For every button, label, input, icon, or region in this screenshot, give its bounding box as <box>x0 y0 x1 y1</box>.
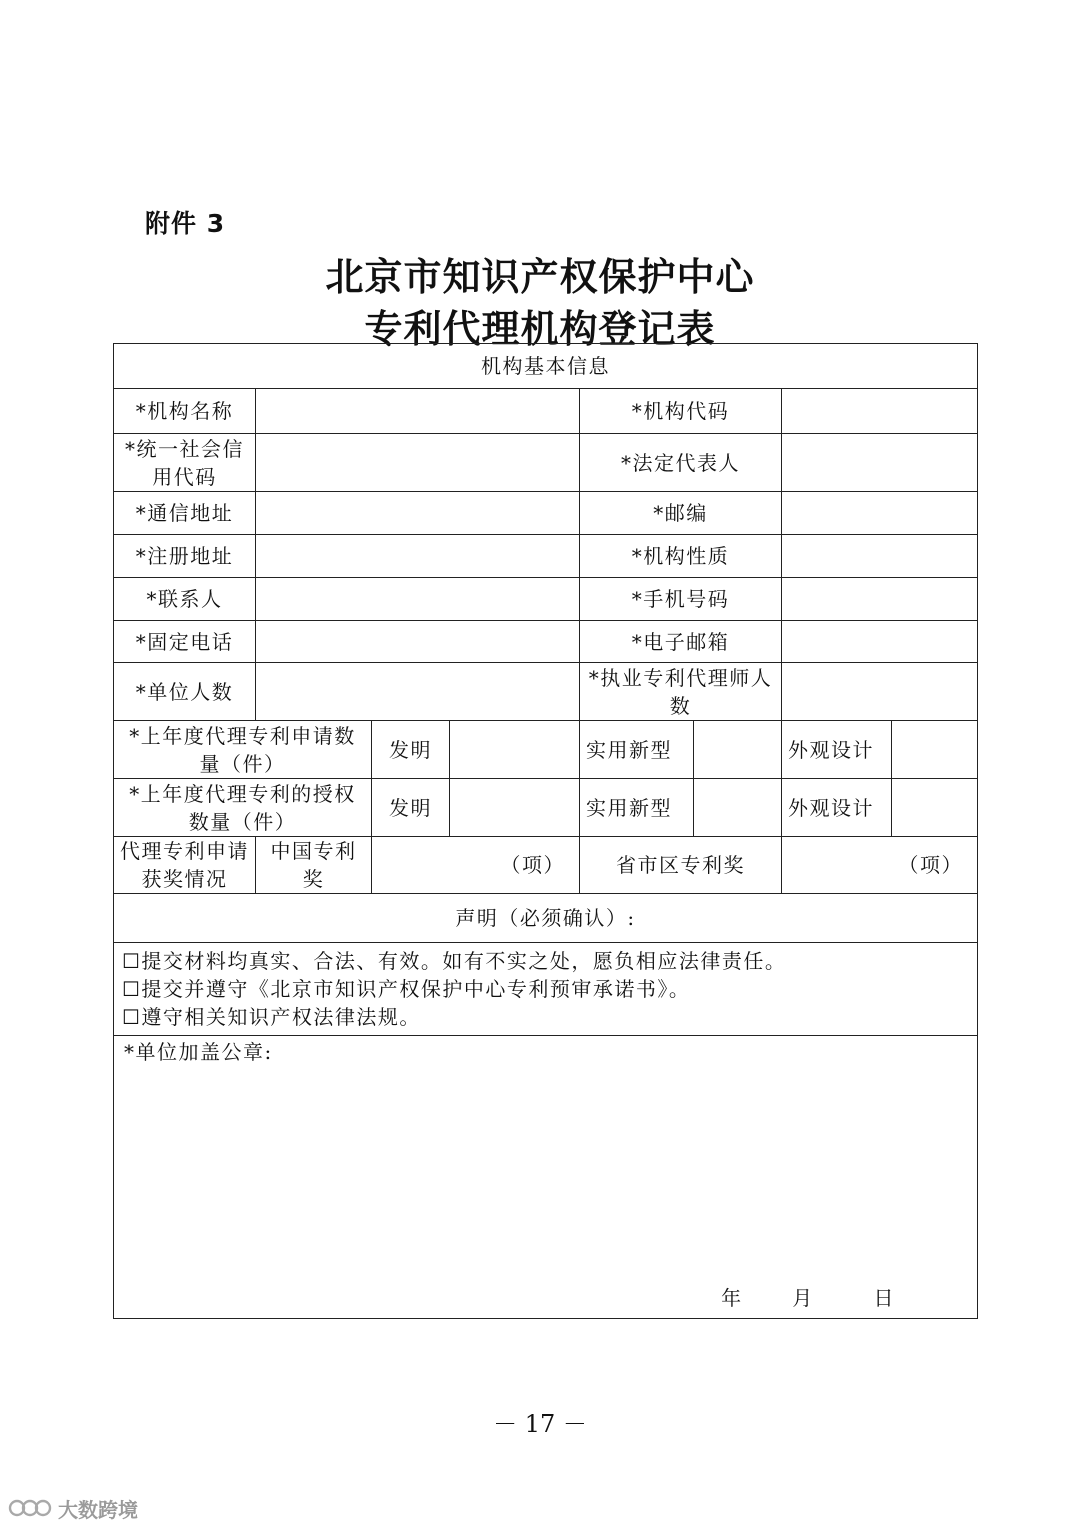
provincial-award-field[interactable]: （项） <box>782 837 978 894</box>
contact-field[interactable] <box>256 578 580 621</box>
date-year-label: 年 <box>721 1286 743 1310</box>
apps-invention-label: 发明 <box>372 721 450 779</box>
watermark-logo-icon <box>8 1496 52 1520</box>
awards-label: 代理专利申请获奖情况 <box>114 837 256 894</box>
mail-address-label: *通信地址 <box>114 492 256 535</box>
grants-last-year-label: *上年度代理专利的授权数量（件） <box>114 779 372 837</box>
seal-area[interactable] <box>114 1036 978 1319</box>
legal-rep-label: *法定代表人 <box>580 434 782 492</box>
reg-address-field[interactable] <box>256 535 580 578</box>
legal-rep-field[interactable] <box>782 434 978 492</box>
org-code-field[interactable] <box>782 389 978 434</box>
org-nature-field[interactable] <box>782 535 978 578</box>
seal-label: *单位加盖公章: <box>124 1040 273 1064</box>
watermark <box>8 1494 138 1522</box>
landline-field[interactable] <box>256 621 580 663</box>
mobile-field[interactable] <box>782 578 978 621</box>
mail-address-field[interactable] <box>256 492 580 535</box>
apps-design-field[interactable] <box>892 721 978 779</box>
email-field[interactable] <box>782 621 978 663</box>
staff-count-field[interactable] <box>256 663 580 721</box>
attachment-label: 附件 3 <box>145 209 226 238</box>
credit-code-label: *统一社会信用代码 <box>114 434 256 492</box>
staff-count-label: *单位人数 <box>114 663 256 721</box>
date-month-label: 月 <box>792 1286 814 1310</box>
declaration-header: 声明（必须确认）: <box>114 894 978 943</box>
form-title-line2: 专利代理机构登记表 <box>364 306 716 351</box>
org-nature-label: *机构性质 <box>580 535 782 578</box>
reg-address-label: *注册地址 <box>114 535 256 578</box>
org-name-label: *机构名称 <box>114 389 256 434</box>
registration-form-table <box>113 343 978 1319</box>
form-title-line1: 北京市知识产权保护中心 <box>325 254 755 299</box>
postcode-field[interactable] <box>782 492 978 535</box>
postcode-label: *邮编 <box>580 492 782 535</box>
page-number: － 17 － <box>493 1410 587 1438</box>
date-line <box>721 1284 895 1312</box>
declaration-item[interactable]: ☐提交材料均真实、合法、有效。如有不实之处，愿负相应法律责任。 <box>122 949 787 973</box>
landline-label: *固定电话 <box>114 621 256 663</box>
declaration-item[interactable]: ☐提交并遵守《北京市知识产权保护中心专利预审承诺书》。 <box>122 977 691 1001</box>
section-basic-info-header: 机构基本信息 <box>114 344 978 389</box>
china-award-field[interactable]: （项） <box>372 837 580 894</box>
date-day-label: 日 <box>873 1286 895 1310</box>
grants-design-label: 外观设计 <box>782 779 892 837</box>
apps-last-year-label: *上年度代理专利申请数量（件） <box>114 721 372 779</box>
provincial-award-label: 省市区专利奖 <box>580 837 782 894</box>
agent-count-field[interactable] <box>782 663 978 721</box>
org-name-field[interactable] <box>256 389 580 434</box>
agent-count-label: *执业专利代理师人数 <box>580 663 782 721</box>
org-code-label: *机构代码 <box>580 389 782 434</box>
china-award-label: 中国专利奖 <box>256 837 372 894</box>
credit-code-field[interactable] <box>256 434 580 492</box>
apps-utility-label: 实用新型 <box>580 721 694 779</box>
apps-utility-field[interactable] <box>694 721 782 779</box>
grants-utility-field[interactable] <box>694 779 782 837</box>
grants-design-field[interactable] <box>892 779 978 837</box>
grants-invention-label: 发明 <box>372 779 450 837</box>
grants-invention-field[interactable] <box>450 779 580 837</box>
apps-invention-field[interactable] <box>450 721 580 779</box>
contact-label: *联系人 <box>114 578 256 621</box>
apps-design-label: 外观设计 <box>782 721 892 779</box>
email-label: *电子邮箱 <box>580 621 782 663</box>
declaration-item[interactable]: ☐遵守相关知识产权法律法规。 <box>122 1005 421 1029</box>
declaration-list <box>114 943 978 1036</box>
grants-utility-label: 实用新型 <box>580 779 694 837</box>
mobile-label: *手机号码 <box>580 578 782 621</box>
watermark-text: 大数跨境 <box>58 1497 138 1522</box>
